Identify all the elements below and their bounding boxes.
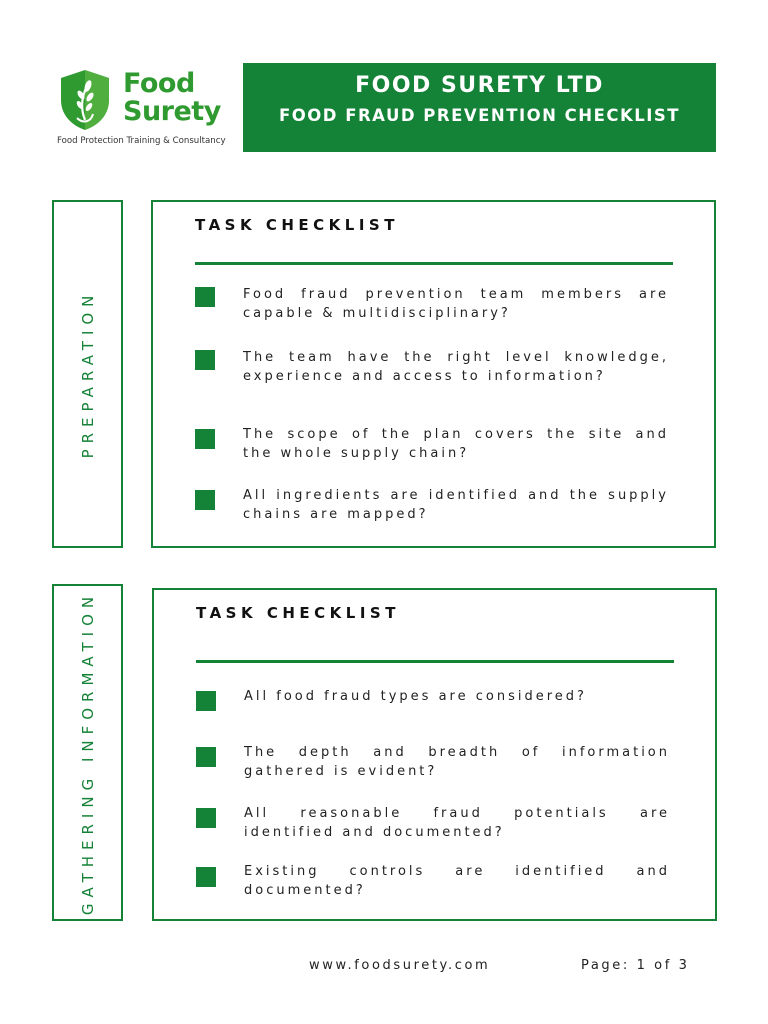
checkbox[interactable] — [195, 490, 215, 510]
section-label: PREPARATION — [78, 289, 97, 459]
brand-tagline: Food Protection Training & Consultancy — [57, 136, 226, 146]
checkbox[interactable] — [195, 287, 215, 307]
checklist-item-text: The depth and breadth of information gathered is evident? — [244, 745, 670, 779]
checklist-heading: TASK CHECKLIST — [196, 604, 400, 622]
checklist-heading: TASK CHECKLIST — [195, 216, 399, 234]
brand-name — [123, 70, 221, 126]
task-checklist-panel — [151, 200, 716, 548]
checklist-item-text: All reasonable fraud potentials are identified and documented? — [244, 806, 670, 840]
brand-line-1: Food — [123, 68, 195, 99]
footer-page-number: Page: 1 of 3 — [581, 958, 690, 973]
task-checklist-panel — [152, 588, 717, 921]
brand-line-2: Surety — [123, 96, 221, 127]
checkbox[interactable] — [195, 429, 215, 449]
checkbox[interactable] — [196, 691, 216, 711]
section-label-box — [52, 200, 123, 548]
checklist-item-text: Food fraud prevention team members are capable & multidisciplinary? — [243, 287, 669, 321]
checklist-item-text: All food fraud types are considered? — [244, 689, 587, 704]
section-label-box — [52, 584, 123, 921]
document-subtitle: FOOD FRAUD PREVENTION CHECKLIST — [278, 106, 681, 125]
checkbox[interactable] — [196, 867, 216, 887]
shield-wheat-icon — [57, 68, 113, 132]
company-logo — [55, 66, 235, 152]
heading-divider — [196, 660, 674, 663]
heading-divider — [195, 262, 673, 265]
document-title: FOOD SURETY LTD — [355, 73, 604, 98]
checklist-item-text: All ingredients are identified and the supply chains are mapped? — [243, 488, 669, 522]
checkbox[interactable] — [195, 350, 215, 370]
checklist-item-text: The team have the right level knowledge, experience and access to information? — [243, 350, 669, 384]
title-banner — [243, 63, 716, 152]
checklist-item-text: Existing controls are identified and documented? — [244, 864, 670, 898]
checkbox[interactable] — [196, 808, 216, 828]
checkbox[interactable] — [196, 747, 216, 767]
footer-website[interactable]: www.foodsurety.com — [309, 958, 491, 973]
checklist-item-text: The scope of the plan covers the site and the whole supply chain? — [243, 427, 669, 461]
section-label: GATHERING INFORMATION — [78, 590, 97, 915]
